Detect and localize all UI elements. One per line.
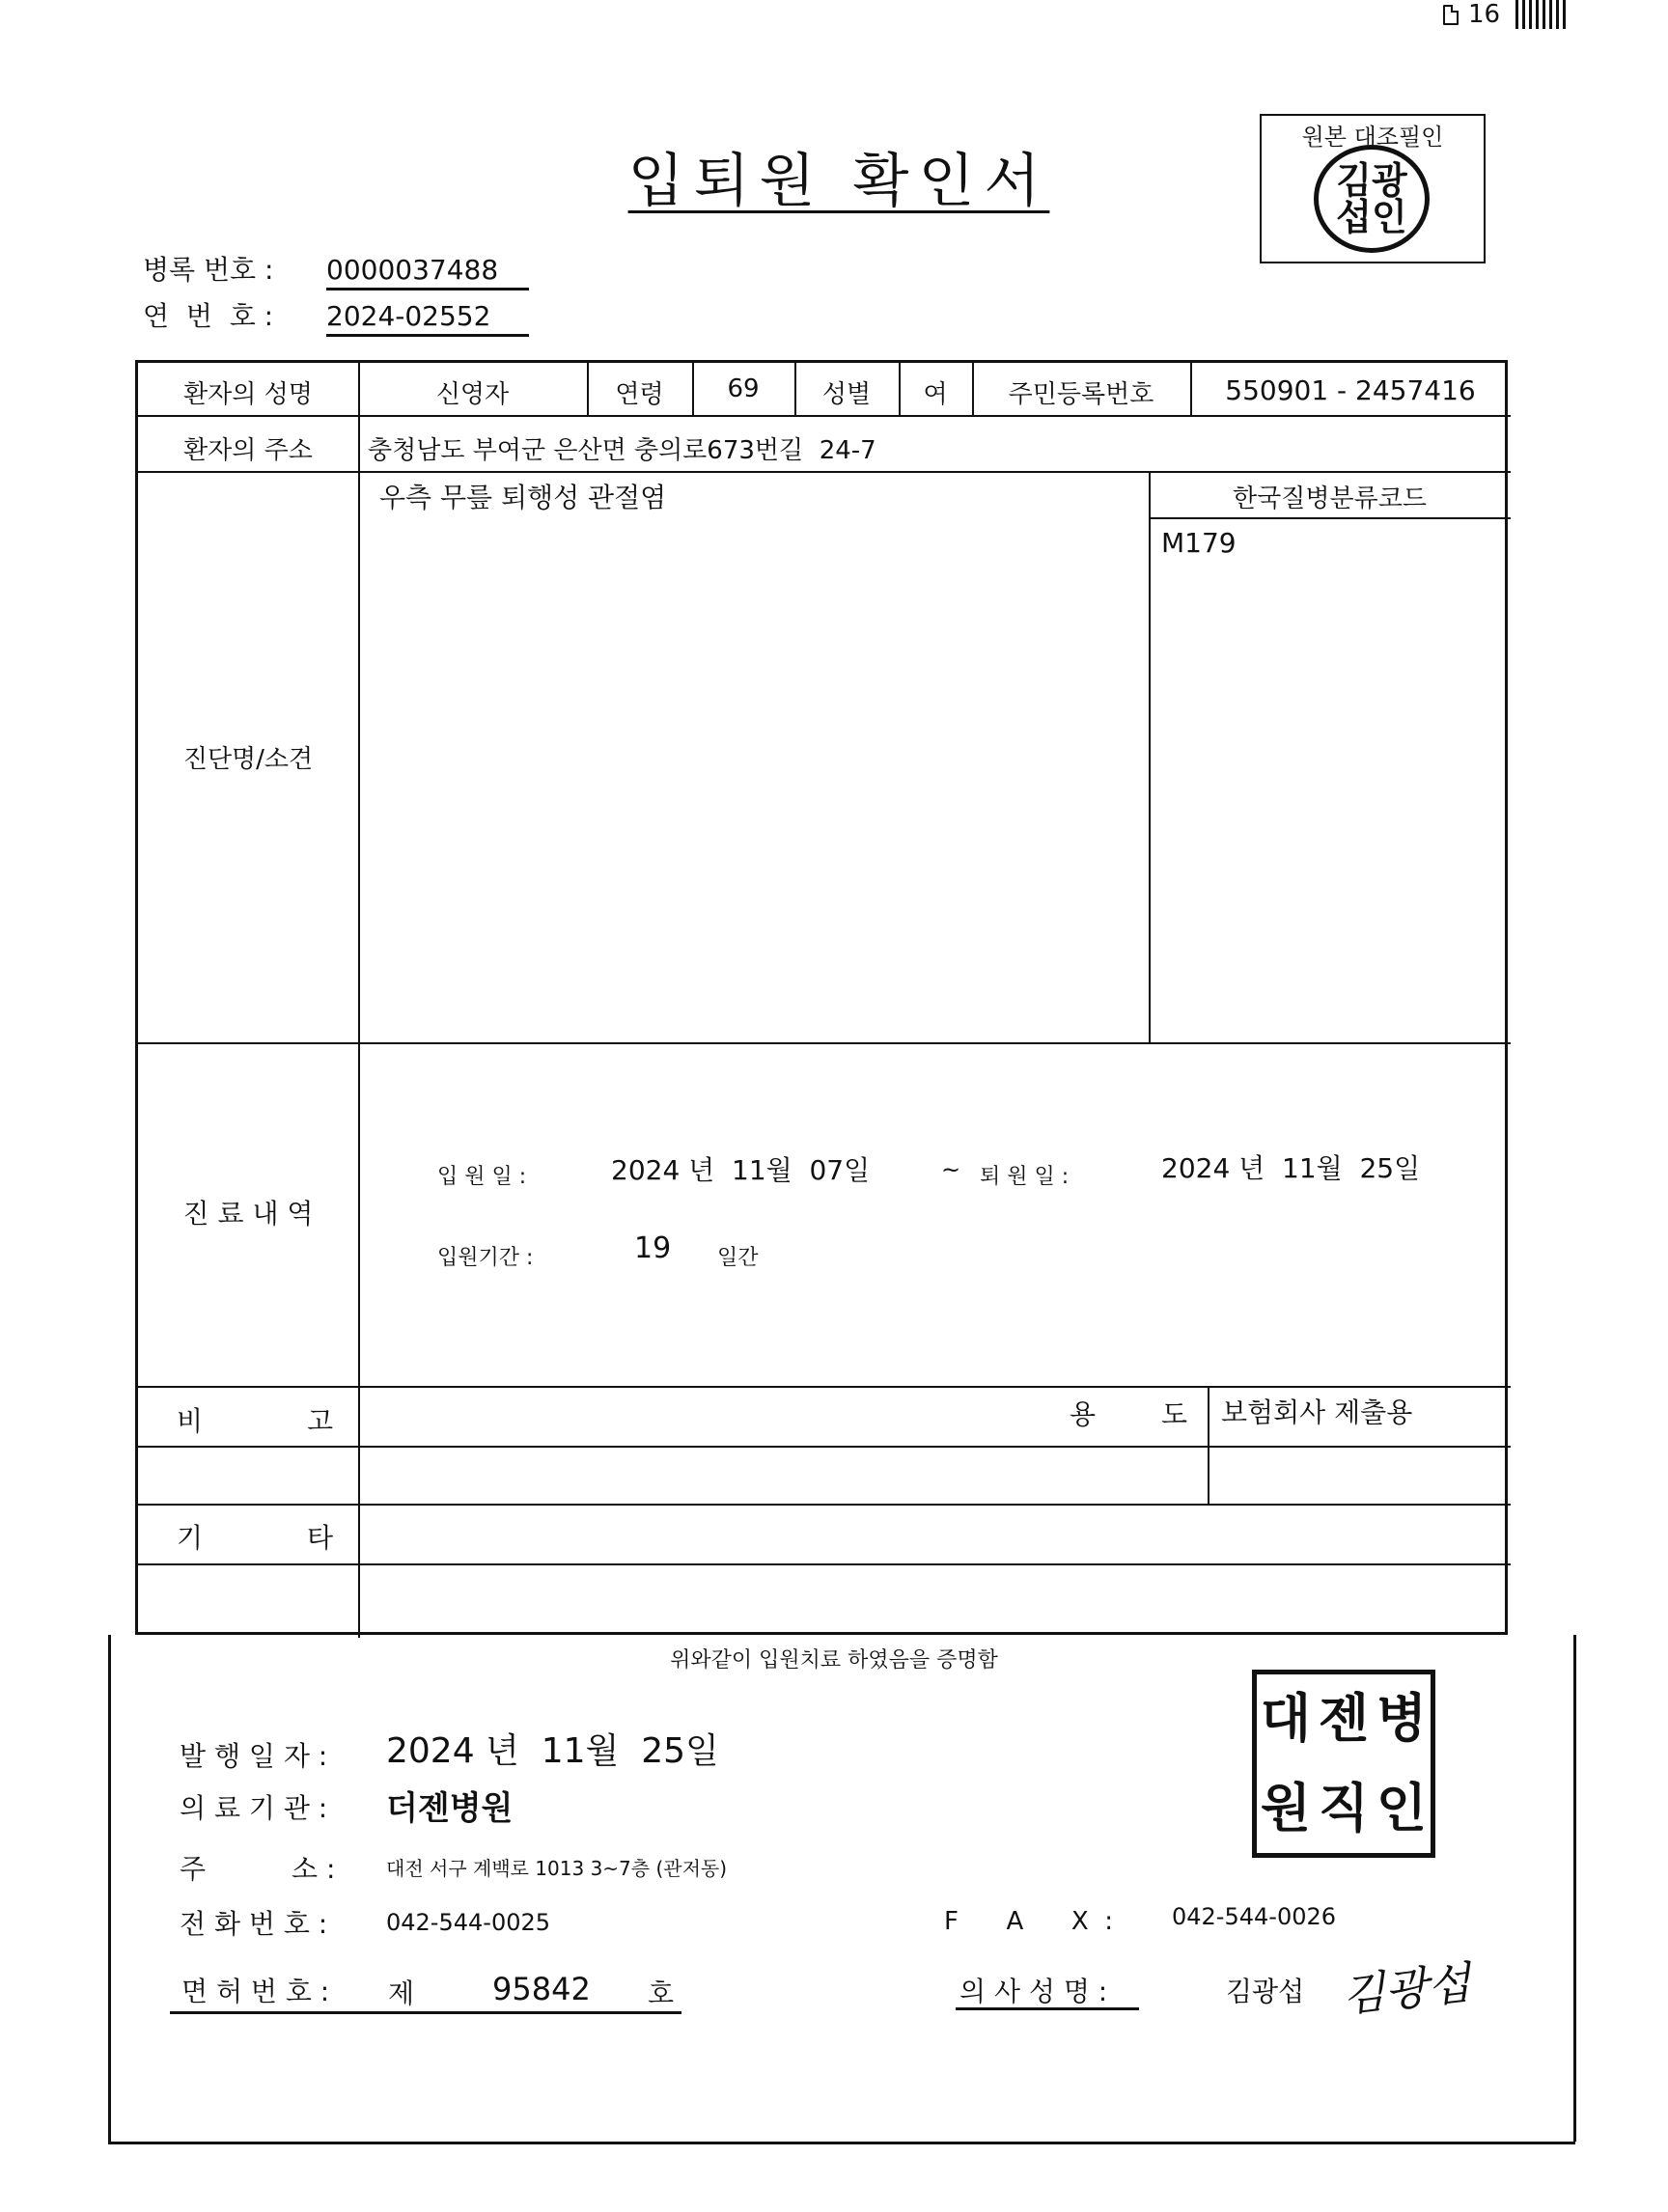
stay-period-unit: 일간 xyxy=(717,1246,759,1270)
copy-stamp-label: 원본 대조필인 xyxy=(1301,124,1444,151)
rrn-label: 주민등록번호 xyxy=(1008,380,1154,409)
license-suffix: 호 xyxy=(648,1977,675,2009)
phone-number: 042-544-0025 xyxy=(386,1909,551,1936)
serial-number-label: 연 번 호 : xyxy=(143,300,274,332)
age-label: 연령 xyxy=(615,380,664,409)
record-number-label: 병록 번호 : xyxy=(143,254,274,286)
license-row xyxy=(170,1969,681,2014)
document-icon xyxy=(1443,5,1459,25)
doctor-name-label: 의 사 성 명 : xyxy=(959,1976,1108,2007)
discharge-date: 2024 년 11월 25일 xyxy=(1161,1152,1421,1184)
page-marker xyxy=(1443,0,1566,29)
institution-address-label: 주 소 : xyxy=(180,1853,336,1885)
remarks-label-2: 고 xyxy=(307,1405,334,1437)
stay-period-days: 19 xyxy=(634,1231,672,1265)
page-number: 16 xyxy=(1468,0,1501,29)
license-label: 면 허 번 호 : xyxy=(181,1976,330,2007)
license-number: 95842 xyxy=(492,1971,591,2007)
record-number-row xyxy=(143,249,529,290)
rrn-value: 550901 - 2457416 xyxy=(1225,374,1476,406)
fax-label: F A X : xyxy=(944,1907,1114,1936)
serial-number: 2024-02552 xyxy=(326,300,529,337)
admit-date: 2024 년 11월 07일 xyxy=(611,1154,871,1186)
copy-stamp-seal-icon: 김광 섭인 xyxy=(1314,145,1430,253)
issue-date: 2024 년 11월 25일 xyxy=(386,1731,719,1771)
record-number: 0000037488 xyxy=(326,254,529,290)
patient-name-label: 환자의 성명 xyxy=(183,380,313,409)
doctor-signature: 김광섭 xyxy=(1339,1956,1474,2022)
purpose-value: 보험회사 제출용 xyxy=(1221,1396,1413,1428)
treatment-label: 진 료 내 역 xyxy=(182,1198,314,1230)
remarks-label-1: 비 xyxy=(177,1405,204,1437)
address-label: 환자의 주소 xyxy=(183,436,313,465)
fax-number: 042-544-0026 xyxy=(1172,1903,1337,1930)
stay-period-label: 입원기간 : xyxy=(437,1246,534,1270)
etc-label-1: 기 xyxy=(177,1522,204,1554)
serial-number-row xyxy=(143,295,529,337)
purpose-label-2: 도 xyxy=(1161,1398,1188,1430)
document-title: 입퇴원 확인서 xyxy=(627,148,1050,215)
date-range-tilde: ~ xyxy=(941,1156,961,1183)
doctor-name-label-wrap xyxy=(956,1969,1139,2010)
copy-verification-stamp xyxy=(1260,114,1486,263)
certification-statement: 위와같이 입원치료 하였음을 증명함 xyxy=(670,1648,998,1673)
institution-label: 의 료 기 관 : xyxy=(180,1792,328,1824)
diagnosis-label: 진단명/소견 xyxy=(182,745,314,774)
doctor-name: 김광섭 xyxy=(1226,1976,1305,2007)
disease-code-label: 한국질병분류코드 xyxy=(1233,484,1427,513)
etc-label-2: 타 xyxy=(307,1522,334,1554)
patient-address: 충청남도 부여군 은산면 충의로673번길 24-7 xyxy=(368,436,876,465)
institution-address: 대전 서구 계백로 1013 3~7층 (관저동) xyxy=(386,1857,728,1880)
hospital-seal-icon: 대 젠 병 원 직 인 xyxy=(1252,1670,1435,1858)
barcode-icon xyxy=(1515,0,1566,29)
certificate-form xyxy=(135,360,1508,1635)
phone-label: 전 화 번 호 : xyxy=(180,1908,328,1940)
license-prefix: 제 xyxy=(388,1977,415,2009)
institution-name: 더젠병원 xyxy=(386,1789,514,1828)
disease-code: M179 xyxy=(1161,527,1237,559)
admit-date-label: 입 원 일 : xyxy=(437,1165,527,1189)
issue-date-label: 발 행 일 자 : xyxy=(180,1740,328,1772)
age-value: 69 xyxy=(727,374,760,403)
purpose-label-1: 용 xyxy=(1070,1398,1097,1430)
sex-value: 여 xyxy=(923,380,948,409)
sex-label: 성별 xyxy=(821,380,872,409)
patient-name: 신영자 xyxy=(435,380,510,409)
diagnosis-text: 우측 무릎 퇴행성 관절염 xyxy=(379,482,667,513)
discharge-date-label: 퇴 원 일 : xyxy=(980,1165,1070,1189)
